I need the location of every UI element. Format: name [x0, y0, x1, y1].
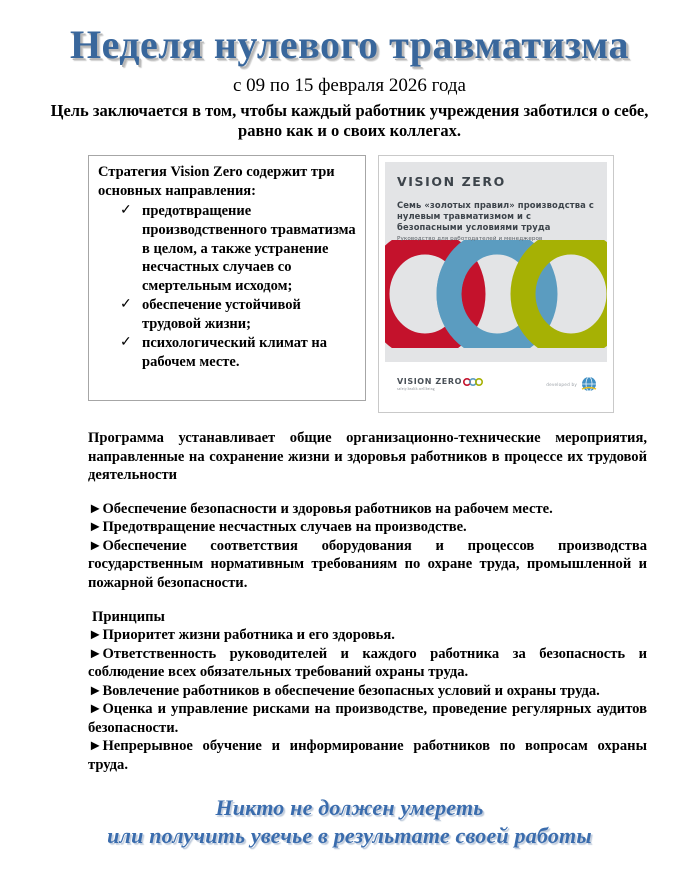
- principle-item-label: Непрерывное обучение и информирование работников по вопросам охраны труда.: [88, 738, 647, 773]
- arrow-icon: ►: [88, 701, 103, 718]
- strategy-and-cover-row: [0, 155, 699, 413]
- arrow-icon: ►: [88, 645, 103, 662]
- developed-by-label: developed by: [546, 381, 577, 387]
- vz-logo-tagline: safety.health.wellbeing: [397, 387, 435, 392]
- title-section: [0, 0, 699, 66]
- program-item: [88, 537, 647, 593]
- principle-item-label: Оценка и управление рисками на производстве, проведение регулярных аудитов безопасности.: [88, 701, 647, 736]
- issa-globe-icon: [581, 376, 597, 392]
- check-icon: ✓: [120, 297, 132, 313]
- principle-item-label: Приоритет жизни работника и его здоровья.: [102, 627, 395, 644]
- cover-brand-title: VISION ZERO: [397, 174, 506, 190]
- cover-subtitle-secondary: Руководство для работодателей и менеджеров: [397, 236, 543, 243]
- vision-zero-logo: [397, 377, 485, 391]
- strategy-item-label: психологический климат на рабочем месте.: [142, 334, 327, 370]
- slogan-line-2: или получить увечье в результате своей работы: [107, 823, 592, 849]
- program-item: [88, 500, 647, 519]
- strategy-list: [98, 202, 357, 372]
- principle-item: [88, 682, 647, 701]
- arrow-icon: ►: [88, 738, 103, 755]
- strategy-item-label: обеспечение устойчивой трудовой жизни;: [142, 297, 301, 332]
- program-item-label: Предотвращение несчастных случаев на производстве.: [102, 519, 467, 536]
- list-item: [120, 334, 357, 372]
- arrow-icon: ►: [88, 537, 103, 554]
- program-item-label: Обеспечение безопасности и здоровья работников на рабочем месте.: [102, 500, 553, 517]
- arrow-icon: ►: [88, 500, 103, 517]
- program-section: [0, 429, 699, 774]
- slogan-line-1: Никто не должен умереть: [215, 795, 484, 821]
- vz-logo-wordmark: [397, 377, 485, 386]
- closing-slogan: [0, 794, 699, 850]
- vision-zero-cover-image: [378, 155, 614, 413]
- principle-item: [88, 700, 647, 737]
- arrow-icon: ►: [88, 519, 103, 536]
- check-icon: ✓: [120, 334, 132, 350]
- developed-by-block: [546, 376, 597, 392]
- goal-statement: Цель заключается в том, чтобы каждый работник учреждения заботился о себе, равно как и о своих коллегах.: [50, 101, 649, 141]
- check-icon: ✓: [120, 202, 132, 218]
- vision-zero-rings-graphic: [385, 240, 607, 348]
- vz-logo-rings-icon: [463, 378, 485, 386]
- program-intro: Программа устанавливает общие организационно-технические мероприятия, направленные на сохранение жизни и здоровья работников в процессе их трудовой деятельности: [88, 430, 647, 484]
- page-title: Неделя нулевого травматизма: [69, 22, 630, 67]
- cover-text-block: [385, 162, 607, 242]
- principle-item-label: Вовлечение работников в обеспечение безопасных условий и охраны труда.: [102, 682, 600, 699]
- program-item: [88, 518, 647, 537]
- strategy-box: [88, 155, 366, 401]
- list-item: [120, 296, 357, 334]
- date-range: с 09 по 15 февраля 2026 года: [232, 75, 466, 96]
- vz-logo-label: VISION ZERO: [397, 377, 463, 387]
- arrow-icon: ►: [88, 627, 103, 644]
- cover-footer: [385, 362, 607, 406]
- program-item-label: Обеспечение соответствия оборудования и процессов производства государственным нормативным требованиям по охране труда, промышленной и пожарной безопасности.: [88, 537, 647, 591]
- cover-subtitle: Семь «золотых правил» производства с нулевым травматизмом и с безопасными условиями труда: [397, 200, 594, 233]
- principle-item-label: Ответственность руководителей и каждого работника за безопасность и соблюдение всех обязательных требований охраны труда.: [88, 645, 647, 681]
- list-item: [120, 202, 357, 296]
- principle-item: [88, 626, 647, 645]
- strategy-heading: Стратегия Vision Zero содержит три основных направления:: [98, 164, 335, 200]
- principle-item: [88, 737, 647, 774]
- principle-item: [88, 645, 647, 682]
- arrow-icon: ►: [88, 682, 103, 699]
- strategy-item-label: предотвращение производственного травматизма в целом, а также устранение несчастных случаев со смертельным исходом;: [142, 202, 356, 295]
- principles-heading: Принципы: [92, 608, 165, 625]
